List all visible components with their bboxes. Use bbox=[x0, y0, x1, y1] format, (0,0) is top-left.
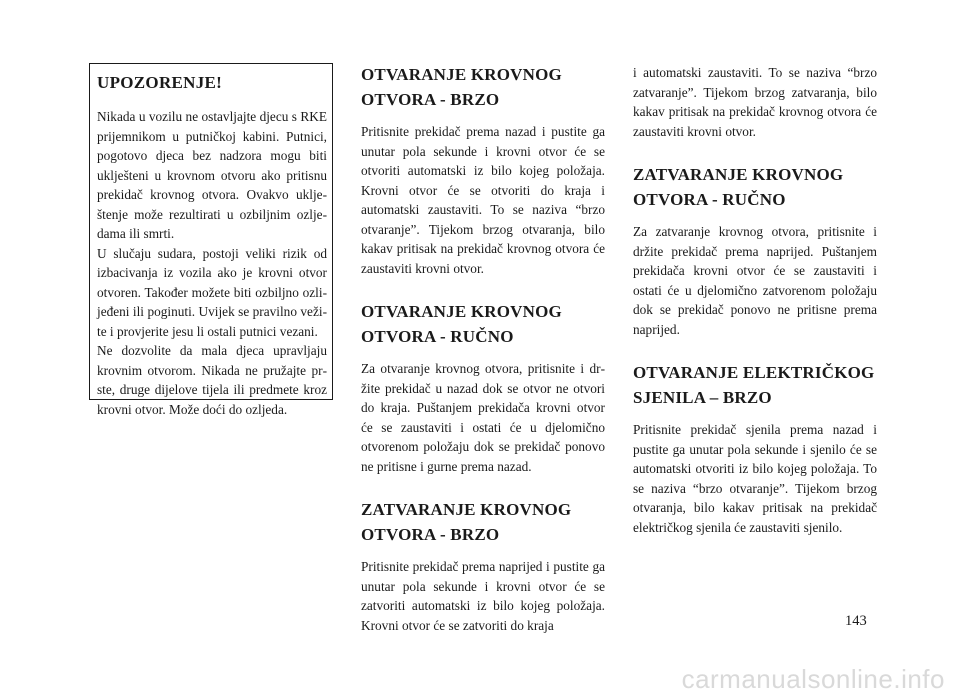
section-heading: OTVORA - RUČNO bbox=[361, 326, 514, 346]
section-sunroof-close-express bbox=[361, 498, 605, 635]
section-sunroof-open-manual bbox=[361, 300, 605, 476]
section-body: Za zatvaranje krovnog otvora, pritisnite i držite prekidač prema naprijed. Puštanjem prekidača krovni otvor će se zaustaviti i ostati će u djelomično zatvorenom položaju dok se prekidač ponovo ne pritisne prema naprijed. bbox=[633, 224, 877, 337]
section-sunroof-open-express bbox=[361, 63, 605, 278]
section-heading: ZATVARANJE KROVNOG bbox=[633, 165, 844, 184]
warning-paragraph: Nikada u vozilu ne ostavljajte djecu s RKE prijemnikom u putničkoj kabini. Putnici, pogotovo djeca bez nadzora mogu biti uklješteni u krovnom otvoru ako pritisnu prekidač krovnog otvora. Ovakvo uklještenje može rezultirati u ozbiljnim ozljedama ili smrti. bbox=[97, 109, 327, 241]
warning-title: UPOZORENJE! bbox=[97, 73, 223, 92]
section-heading: ZATVARANJE KROVNOG bbox=[361, 500, 572, 519]
section-heading: OTVARANJE ELEKTRIČKOG bbox=[633, 363, 875, 382]
section-heading: OTVORA - RUČNO bbox=[633, 189, 786, 209]
section-body: Za otvaranje krovnog otvora, pritisnite i držite prekidač u nazad dok se otvor ne otvori do kraja. Puštanjem prekidača krovni otvor će se zaustaviti i ostati će u djelomično otvorenom položaju dok se prekidač ponovo ne pritisne i gurne prema nazad. bbox=[361, 361, 605, 474]
section-heading: OTVARANJE KROVNOG bbox=[361, 65, 562, 84]
section-shade-open-express bbox=[633, 361, 877, 537]
warning-paragraph: Ne dozvolite da mala djeca upravljaju krovnim otvorom. Nikada ne pružajte prste, druge dijelove tijela ili predmete kroz krovni otvor. Može doći do ozljeda. bbox=[97, 343, 327, 417]
section-heading: SJENILA – BRZO bbox=[633, 387, 772, 407]
section-heading: OTVORA - BRZO bbox=[361, 89, 500, 109]
section-sunroof-close-manual bbox=[633, 163, 877, 339]
section-heading: OTVORA - BRZO bbox=[361, 524, 500, 544]
warning-box bbox=[89, 63, 333, 417]
section-body: Pritisnite prekidač prema naprijed i pustite ga unutar pola sekunde i krovni otvor će se zatvoriti automatski iz bilo kojeg položaja. Krovni otvor će se zatvoriti do kraja bbox=[361, 559, 605, 633]
warning-column bbox=[89, 63, 333, 417]
warning-paragraph: U slučaju sudara, postoji veliki rizik od izbacivanja iz vozila ako je krovni otvor otvoren. Također možete biti ozbiljno ozlijeđeni ili poginuti. Uvijek se pravilno vežite i provjerite jesu li ostali putnici vezani. bbox=[97, 245, 327, 339]
section-heading: OTVARANJE KROVNOG bbox=[361, 302, 562, 321]
section-body: Pritisnite prekidač sjenila prema nazad i pustite ga unutar pola sekunde i sjenilo će se automatski otvoriti iz bilo kojeg položaja. To se naziva “brzo otvaranje”. Tijekom brzog otvaranja, bilo kakav pritisak na prekidač električkog sjenila će zaustaviti sjenilo. bbox=[633, 422, 877, 535]
middle-column bbox=[361, 63, 605, 657]
watermark: carmanualsonline.info bbox=[681, 664, 945, 694]
section-body: i automatski zaustaviti. To se naziva “brzo zatvaranje”. Tijekom brzog zatvaranja, bilo kakav pritisak na prekidač krovnog otvora će zaustaviti krovni otvor. bbox=[633, 65, 877, 139]
page-number: 143 bbox=[845, 613, 867, 629]
section-body: Pritisnite prekidač prema nazad i pustite ga unutar pola sekunde i krovni otvor će se otvoriti automatski iz bilo kojeg položaja. Krovni otvor će se otvoriti do kraja i automatski zaustaviti. To se naziva “brzo otvaranje”. Tijekom brzog otvaranja, bilo kakav pritisak na prekidač krovnog otvora će zaustaviti krovni otvor. bbox=[361, 124, 605, 276]
right-column bbox=[633, 63, 877, 559]
section-sunroof-close-express-continued bbox=[633, 63, 877, 141]
